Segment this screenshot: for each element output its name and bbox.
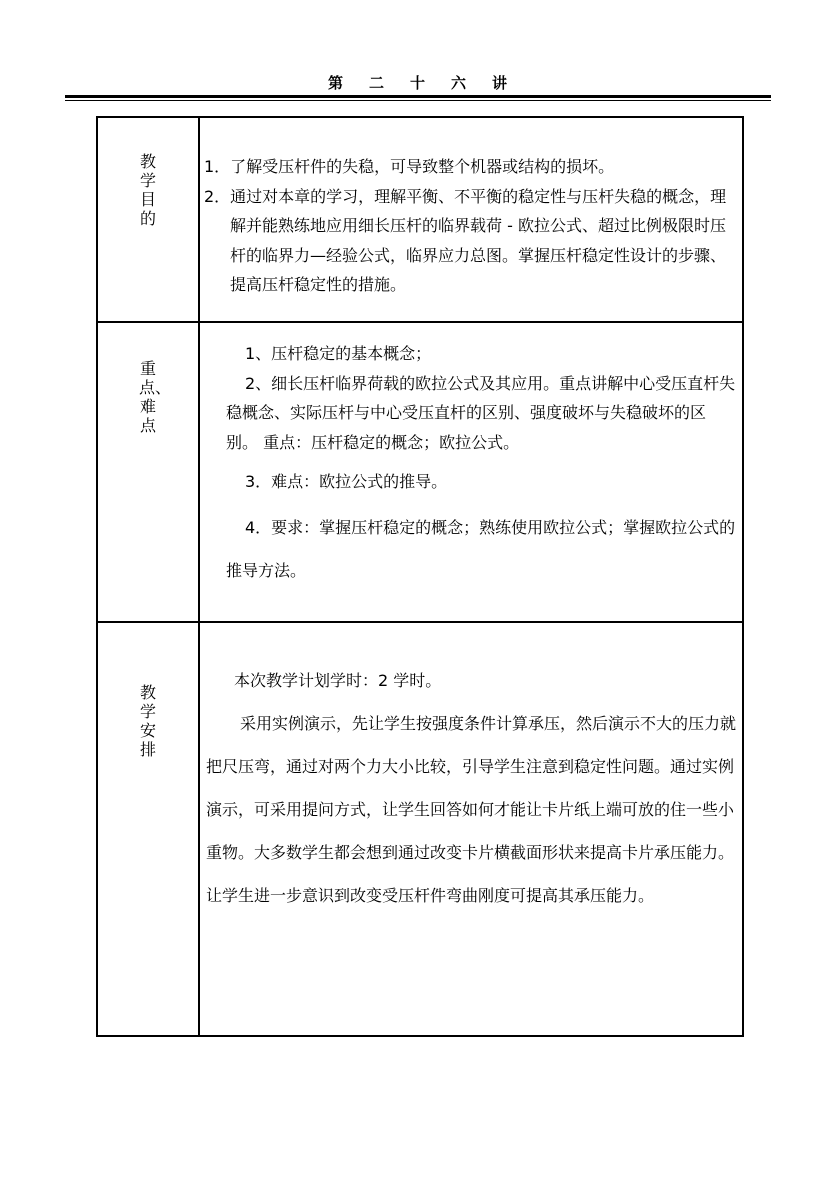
plan-paragraph-1: 本次教学计划学时：2 学时。 [234, 671, 442, 690]
header-rule-thin [65, 100, 771, 101]
table-row-key-points [98, 323, 742, 623]
row-label-teaching-goals: 教学目的 [139, 152, 156, 228]
row-label-cell [98, 118, 200, 321]
key-point-1: 1、压杆稳定的基本概念； [245, 344, 432, 363]
row-label-cell [98, 323, 200, 621]
row-label-teaching-plan: 教学安排 [139, 683, 156, 759]
row-label-cell [98, 623, 200, 1035]
row-content-key-points [200, 323, 742, 621]
header-rule-thick [65, 95, 771, 98]
page-title: 第二十六讲 [327, 74, 533, 92]
lesson-table [96, 116, 744, 1037]
goal-item-2: 2．通过对本章的学习，理解平衡、不平衡的稳定性与压杆失稳的概念，理解并能熟练地应用细长压杆的临界载荷 - 欧拉公式、超过比例极限时压杆的临界力—经验公式，临界应力总图。掌握压杆稳定性设计的步骤、提高压杆稳定性的措施。 [204, 186, 727, 294]
row-content-teaching-plan [200, 623, 742, 1035]
key-point-4: 4．要求：掌握压杆稳定的概念；熟练使用欧拉公式；掌握欧拉公式的推导方法。 [226, 518, 736, 580]
goal-item-1: 1．了解受压杆件的失稳，可导致整个机器或结构的损坏。 [204, 157, 615, 176]
key-point-2: 2、细长压杆临界荷载的欧拉公式及其应用。重点讲解中心受压直杆失稳概念、实际压杆与中心受压直杆的区别、强度破坏与失稳破坏的区别。 重点：压杆稳定的概念；欧拉公式。 [226, 373, 736, 452]
row-label-key-points: 重点、难点 [139, 359, 172, 435]
table-row-teaching-goals [98, 118, 742, 323]
table-row-teaching-plan [98, 623, 742, 1035]
row-content-teaching-goals [200, 118, 742, 321]
plan-paragraph-2: 采用实例演示，先让学生按强度条件计算承压，然后演示不大的压力就把尺压弯，通过对两个力大小比较，引导学生注意到稳定性问题。通过实例演示，可采用提问方式，让学生回答如何才能让卡片纸上端可放的住一些小重物。大多数学生都会想到通过改变卡片横截面形状来提高卡片承压能力。让学生进一步意识到改变受压杆件弯曲刚度可提高其承压能力。 [206, 714, 737, 905]
key-point-3: 3．难点：欧拉公式的推导。 [245, 472, 448, 491]
